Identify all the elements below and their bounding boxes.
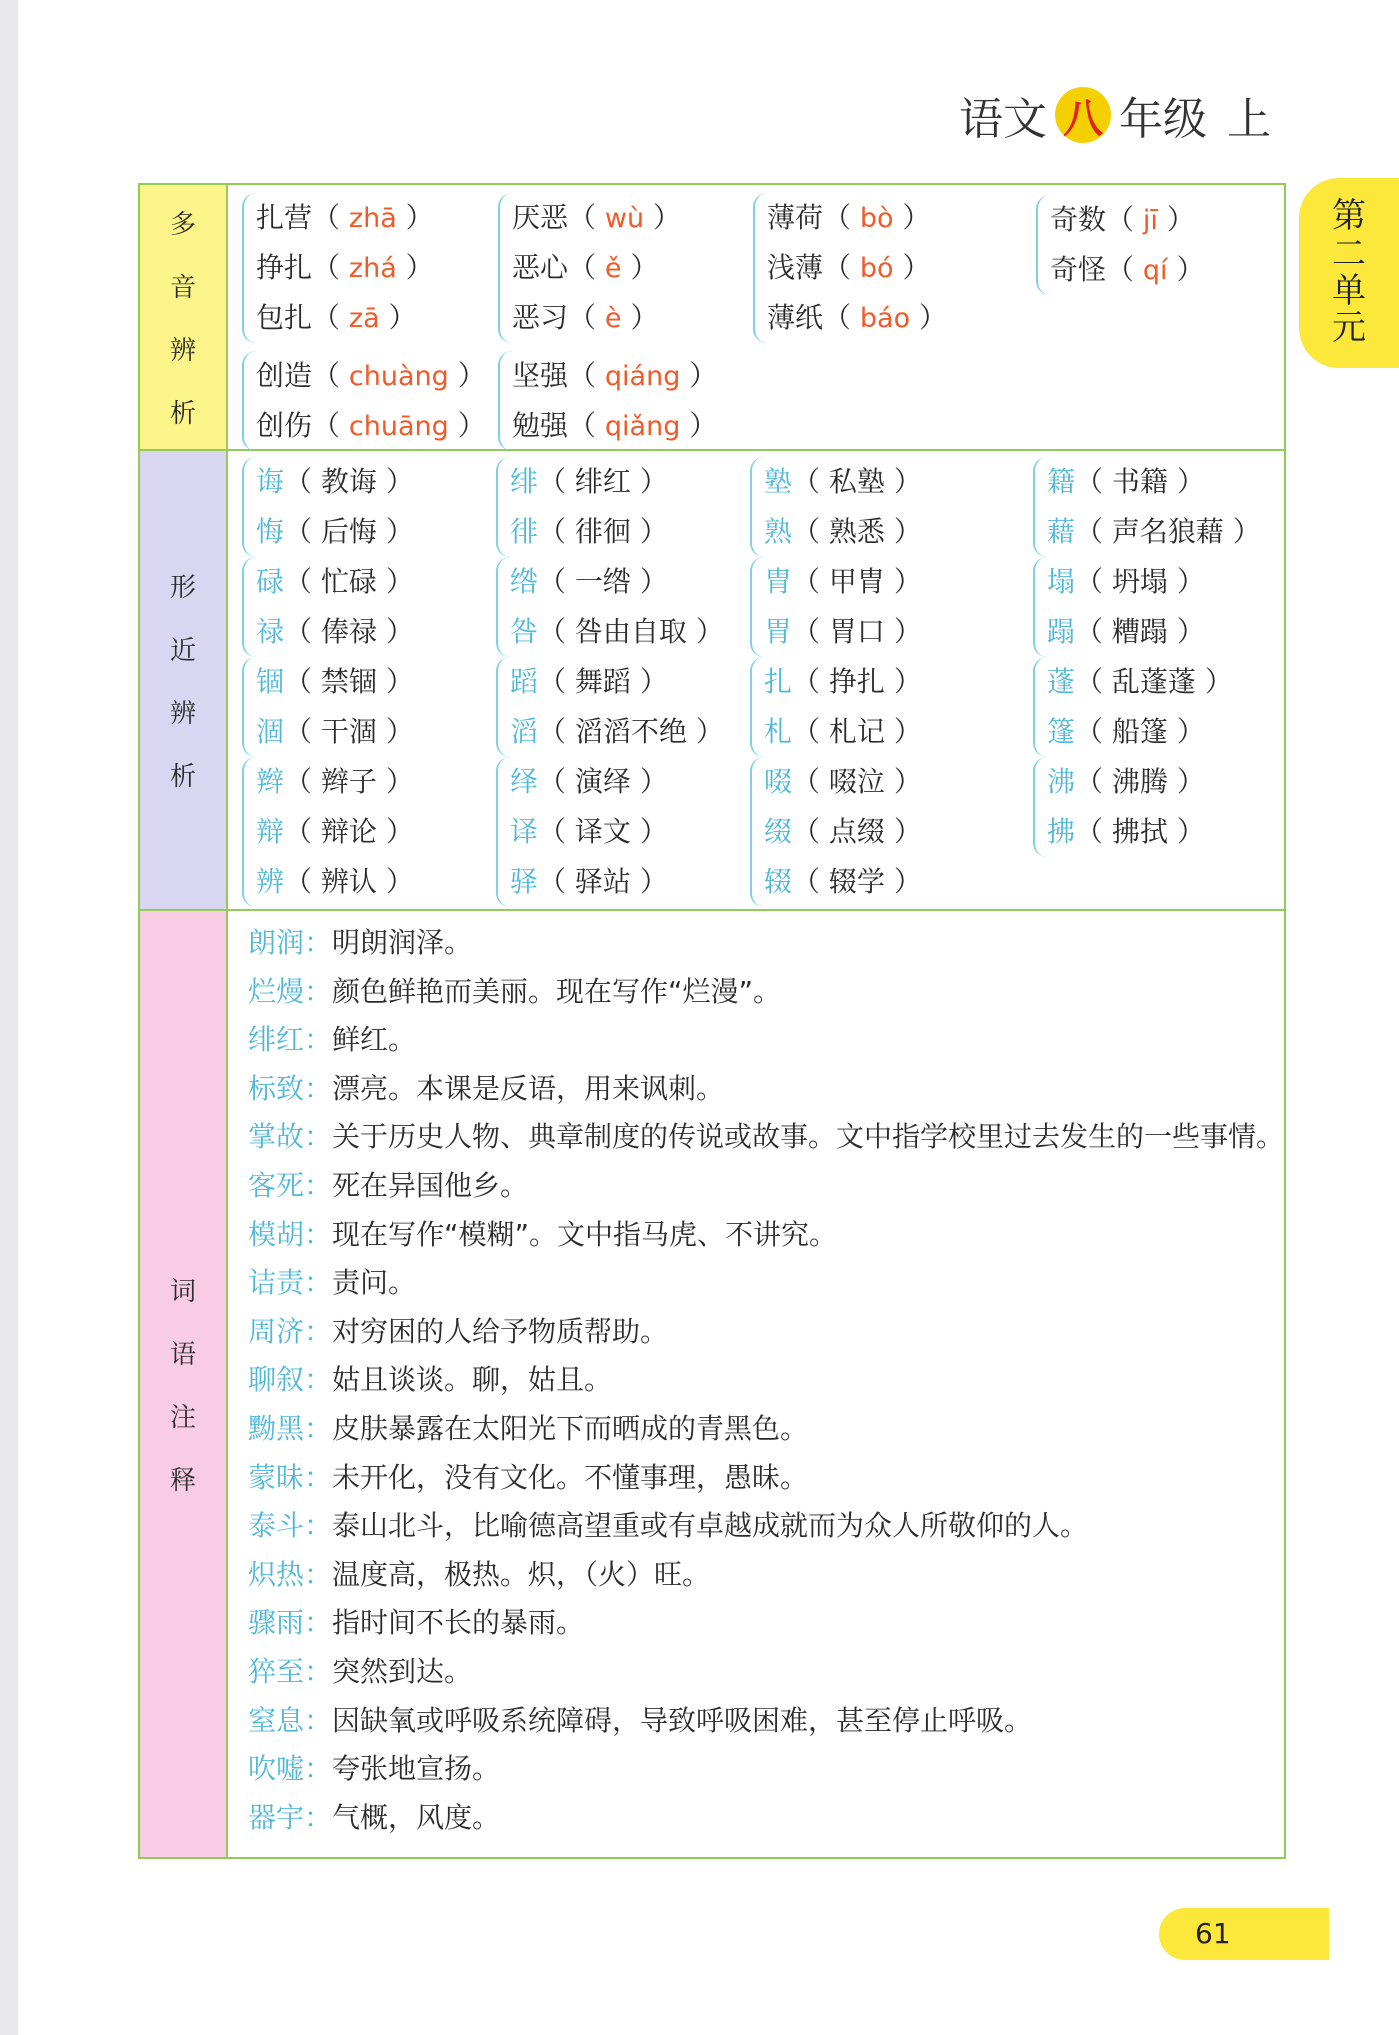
pinyin: ě — [604, 253, 622, 284]
similar-group — [242, 657, 414, 757]
polyphone-word: 坚强 — [512, 359, 569, 392]
polyphone-label — [140, 185, 228, 449]
similar-word: （ 书籍 ） — [1075, 465, 1205, 498]
similar-word: （ 驿站 ） — [538, 865, 668, 898]
pinyin: qiǎng — [604, 411, 681, 442]
polyphone-item — [256, 401, 486, 451]
pinyin: jī — [1142, 205, 1158, 236]
glossary-definition: 现在写作“模糊”。文中指马虎、不讲究。 — [332, 1217, 838, 1251]
similar-group — [496, 757, 668, 907]
paren: （ — [312, 201, 349, 234]
label-char: 辨 — [169, 336, 196, 366]
similar-word: （ 坍塌 ） — [1075, 565, 1205, 598]
paren: ） — [448, 409, 486, 442]
polyphone-group — [753, 193, 947, 343]
polyphone-item — [256, 293, 434, 343]
similar-word: （ 点缀 ） — [792, 815, 922, 848]
glossary-term: 泰斗： — [248, 1509, 333, 1543]
similar-item — [510, 857, 668, 907]
polyphone-word: 恶习 — [512, 301, 569, 334]
unit-tab-char: 元 — [1332, 308, 1366, 349]
glossary-term: 客死： — [248, 1169, 333, 1202]
paren: （ — [312, 409, 349, 442]
similar-group — [242, 757, 414, 907]
page-edge — [0, 0, 18, 2035]
similar-item — [764, 857, 922, 907]
glossary-row — [248, 1356, 612, 1404]
similar-item — [510, 657, 724, 707]
paren: ） — [1167, 253, 1205, 286]
similar-word: （ 辫子 ） — [284, 765, 414, 798]
glossary-definition: 关于历史人物、典章制度的传说或故事。文中指学校里过去发生的一些事情。 — [332, 1120, 1285, 1154]
similar-char: 胄 — [764, 565, 793, 598]
similar-char: 绎 — [510, 765, 539, 798]
glossary-term: 聊叙： — [248, 1363, 333, 1397]
similar-word: （ 甲胄 ） — [792, 565, 922, 598]
polyphone-word: 创伤 — [256, 409, 313, 442]
similar-char: 缀 — [764, 815, 793, 848]
similar-item — [764, 757, 922, 807]
paren: ） — [680, 409, 718, 442]
similar-word: （ 辨认 ） — [284, 865, 414, 898]
paren: （ — [568, 301, 605, 334]
similar-item — [1047, 457, 1261, 507]
pinyin: è — [604, 303, 622, 334]
similar-word: （ 舞蹈 ） — [538, 665, 668, 698]
similar-char: 扎 — [764, 665, 793, 698]
pinyin: chuàng — [348, 361, 449, 392]
glossary-definition: 温度高，极热。炽，（火）旺。 — [332, 1557, 711, 1591]
similar-char: 译 — [510, 815, 539, 848]
similar-char: 辍 — [764, 865, 793, 898]
page-header — [959, 80, 1271, 150]
pinyin: báo — [859, 303, 911, 334]
similar-item — [764, 507, 922, 557]
similar-item — [510, 757, 668, 807]
glossary-row — [248, 1405, 808, 1453]
glossary-term: 器宇： — [248, 1800, 333, 1834]
glossary-row — [248, 1745, 500, 1793]
glossary-term: 朗润： — [248, 926, 333, 959]
similar-char: 塌 — [1047, 565, 1076, 598]
glossary-row — [248, 1211, 837, 1259]
similar-word: （ 绯红 ） — [538, 465, 668, 498]
similar-word: （ 沸腾 ） — [1075, 765, 1205, 798]
similar-char: 辨 — [256, 865, 285, 898]
glossary-definition: 漂亮。本课是反语，用来讽刺。 — [332, 1071, 725, 1105]
similar-group — [750, 757, 922, 907]
similar-char: 札 — [764, 715, 793, 748]
similar-char: 蹈 — [510, 665, 539, 698]
paren: （ — [823, 251, 860, 284]
similar-char: 绯 — [510, 465, 539, 498]
paren: （ — [823, 201, 860, 234]
similar-char: 绺 — [510, 565, 539, 598]
similar-group — [242, 557, 414, 657]
paren: （ — [823, 301, 860, 334]
polyphone-group — [242, 193, 434, 343]
volume-label: 上 — [1227, 94, 1271, 145]
similar-item — [764, 457, 922, 507]
polyphone-word: 包扎 — [256, 301, 313, 334]
similar-char: 涸 — [256, 715, 285, 748]
similar-item — [1047, 557, 1205, 607]
similar-group — [750, 557, 922, 657]
paren: （ — [1106, 253, 1143, 286]
similar-item — [510, 507, 668, 557]
glossary-term: 标致： — [248, 1071, 333, 1105]
similar-char: 碌 — [256, 565, 285, 598]
similar-word: （ 译文 ） — [538, 815, 668, 848]
similar-char: 滔 — [510, 715, 539, 748]
polyphone-word: 恶心 — [512, 251, 569, 284]
page-number: 61 — [1159, 1908, 1329, 1960]
similar-word: （ 声名狼藉 ） — [1075, 515, 1261, 548]
similar-char: 啜 — [764, 765, 793, 798]
similar-group — [750, 457, 922, 557]
paren: （ — [568, 409, 605, 442]
glossary-definition: 皮肤暴露在太阳光下而晒成的青黑色。 — [332, 1412, 809, 1445]
similar-item — [256, 857, 414, 907]
polyphone-word: 薄纸 — [767, 301, 824, 334]
similar-word: （ 演绎 ） — [538, 765, 668, 798]
similar-item — [764, 657, 922, 707]
paren: （ — [312, 251, 349, 284]
paren: ） — [448, 359, 486, 392]
glossary-definition: 未开化，没有文化。不懂事理，愚昧。 — [332, 1460, 809, 1494]
similar-char: 熟 — [764, 515, 793, 548]
similar-group — [496, 657, 724, 757]
similar-item — [256, 757, 414, 807]
similar-char: 徘 — [510, 515, 539, 548]
similar-word: （ 乱蓬蓬 ） — [1075, 665, 1233, 698]
similar-item — [510, 807, 668, 857]
polyphone-item — [512, 193, 681, 243]
glossary-row — [248, 1551, 710, 1599]
similar-item — [256, 807, 414, 857]
pinyin: bò — [859, 203, 894, 234]
similar-item — [256, 607, 414, 657]
similar-word: （ 忙碌 ） — [284, 565, 414, 598]
glossary-row — [248, 1502, 1088, 1550]
unit-tab-char: 二 — [1332, 233, 1366, 274]
paren: ） — [893, 201, 931, 234]
similar-word: （ 糟蹋 ） — [1075, 615, 1205, 648]
similar-char: 辫 — [256, 765, 285, 798]
polyphone-item — [1050, 195, 1204, 245]
glossary-definition: 泰山北斗，比喻德高望重或有卓越成就而为众人所敬仰的人。 — [332, 1509, 1089, 1543]
glossary-definition: 鲜红。 — [332, 1023, 417, 1057]
grade-badge: 八 — [1055, 87, 1111, 143]
polyphone-word: 挣扎 — [256, 251, 313, 284]
polyphone-word: 勉强 — [512, 409, 569, 442]
similar-char: 驿 — [510, 865, 539, 898]
similar-word: （ 后悔 ） — [284, 515, 414, 548]
paren: ） — [396, 201, 434, 234]
label-char: 近 — [169, 636, 196, 666]
glossary-term: 烂熳： — [248, 974, 333, 1008]
similar-word: （ 辍学 ） — [792, 865, 922, 898]
similar-word: （ 禁锢 ） — [284, 665, 414, 698]
polyphone-item — [512, 243, 681, 293]
similar-char: 蹋 — [1047, 615, 1076, 648]
similar-item — [256, 657, 414, 707]
polyphone-item — [256, 351, 486, 401]
glossary-row — [248, 1016, 416, 1064]
paren: （ — [568, 201, 605, 234]
polyphone-group — [1036, 195, 1204, 295]
polyphone-word: 扎营 — [256, 201, 313, 234]
similar-word: （ 辩论 ） — [284, 815, 414, 848]
glossary-section — [140, 911, 1284, 1857]
paren: ） — [379, 301, 417, 334]
similar-item — [1047, 757, 1205, 807]
polyphone-content — [228, 185, 1284, 449]
polyphone-item — [512, 293, 681, 343]
pinyin: qiáng — [604, 361, 681, 392]
glossary-definition: 颜色鲜艳而美丽。现在写作“烂漫”。 — [332, 974, 782, 1008]
paren: （ — [1106, 203, 1143, 236]
similar-char: 塾 — [764, 465, 793, 498]
label-char: 释 — [169, 1466, 196, 1496]
similar-section — [140, 451, 1284, 911]
similar-label — [140, 451, 228, 909]
paren: ） — [621, 251, 659, 284]
paren: ） — [621, 301, 659, 334]
similar-item — [510, 607, 724, 657]
polyphone-word: 厌恶 — [512, 201, 569, 234]
paren: ） — [680, 359, 718, 392]
glossary-definition: 责问。 — [332, 1266, 417, 1300]
polyphone-item — [767, 243, 947, 293]
label-char: 音 — [169, 273, 196, 303]
paren: ） — [893, 251, 931, 284]
paren: （ — [312, 301, 349, 334]
polyphone-item — [1050, 245, 1204, 295]
paren: ） — [644, 201, 682, 234]
glossary-content — [228, 911, 1284, 1857]
polyphone-group — [498, 351, 717, 451]
unit-tab-char: 单 — [1332, 271, 1366, 311]
similar-item — [764, 807, 922, 857]
similar-word: （ 拂拭 ） — [1075, 815, 1205, 848]
similar-item — [1047, 507, 1261, 557]
glossary-term: 猝至： — [248, 1655, 333, 1688]
glossary-term: 蒙昧： — [248, 1460, 333, 1494]
label-char: 辨 — [169, 699, 196, 729]
similar-char: 篷 — [1047, 715, 1076, 748]
pinyin: wù — [604, 203, 645, 234]
similar-group — [496, 557, 724, 657]
similar-char: 胃 — [764, 615, 793, 648]
similar-item — [764, 607, 922, 657]
glossary-definition: 气概，风度。 — [332, 1800, 501, 1834]
polyphone-group — [242, 351, 486, 451]
grade-label: 年级 — [1119, 94, 1207, 145]
similar-char: 诲 — [256, 465, 285, 498]
pinyin: chuāng — [348, 411, 449, 442]
similar-char: 籍 — [1047, 465, 1076, 498]
similar-word: （ 俸禄 ） — [284, 615, 414, 648]
glossary-definition: 因缺氧或呼吸系统障碍，导致呼吸困难，甚至停止呼吸。 — [332, 1703, 1033, 1737]
similar-group — [1033, 457, 1261, 557]
glossary-definition: 突然到达。 — [332, 1655, 473, 1688]
glossary-term: 模胡： — [248, 1217, 333, 1251]
pinyin: zā — [348, 303, 380, 334]
glossary-row — [248, 1308, 668, 1356]
glossary-row — [248, 1259, 416, 1307]
similar-group — [242, 457, 414, 557]
glossary-definition: 死在异国他乡。 — [332, 1169, 529, 1202]
similar-word: （ 咎由自取 ） — [538, 615, 724, 648]
similar-group — [750, 657, 922, 757]
glossary-definition: 指时间不长的暴雨。 — [332, 1606, 585, 1640]
similar-char: 辩 — [256, 815, 285, 848]
polyphone-item — [767, 293, 947, 343]
glossary-term: 掌故： — [248, 1120, 333, 1154]
glossary-term: 窒息： — [248, 1703, 333, 1737]
paren: ） — [1157, 203, 1195, 236]
glossary-row — [248, 1065, 724, 1113]
similar-char: 悔 — [256, 515, 285, 548]
similar-item — [510, 457, 668, 507]
glossary-label — [140, 911, 228, 1857]
similar-word: （ 船篷 ） — [1075, 715, 1205, 748]
similar-item — [256, 557, 414, 607]
polyphone-item — [256, 243, 434, 293]
similar-char: 锢 — [256, 665, 285, 698]
similar-item — [1047, 657, 1233, 707]
similar-item — [1047, 607, 1205, 657]
pinyin: bó — [859, 253, 894, 284]
label-char: 析 — [169, 399, 196, 429]
polyphone-word: 奇数 — [1050, 203, 1107, 236]
similar-item — [510, 557, 724, 607]
label-char: 注 — [169, 1403, 196, 1433]
similar-group — [496, 457, 668, 557]
paren: （ — [568, 251, 605, 284]
glossary-row — [248, 1648, 472, 1696]
similar-char: 咎 — [510, 615, 539, 648]
similar-item — [256, 707, 414, 757]
glossary-term: 诘责： — [248, 1266, 333, 1300]
polyphone-word: 奇怪 — [1050, 253, 1107, 286]
subject-title: 语文 — [959, 94, 1047, 145]
vocab-table — [138, 183, 1286, 1859]
similar-item — [510, 707, 724, 757]
glossary-term: 黝黑： — [248, 1412, 333, 1445]
unit-tab-char: 第 — [1332, 196, 1366, 237]
similar-group — [1033, 657, 1233, 757]
similar-word: （ 一绺 ） — [538, 565, 668, 598]
similar-item — [1047, 707, 1233, 757]
pinyin: qí — [1142, 255, 1168, 286]
similar-group — [1033, 557, 1205, 657]
polyphone-item — [512, 351, 717, 401]
glossary-row — [248, 968, 781, 1016]
similar-char: 禄 — [256, 615, 285, 648]
glossary-definition: 明朗润泽。 — [332, 926, 473, 959]
polyphone-item — [512, 401, 717, 451]
polyphone-word: 薄荷 — [767, 201, 824, 234]
glossary-row — [248, 1454, 808, 1502]
similar-item — [1047, 807, 1205, 857]
similar-char: 拂 — [1047, 815, 1076, 848]
unit-tab — [1299, 178, 1399, 368]
polyphone-section — [140, 185, 1284, 451]
similar-item — [764, 707, 922, 757]
glossary-term: 炽热： — [248, 1557, 333, 1591]
glossary-term: 周济： — [248, 1314, 333, 1348]
polyphone-group — [498, 193, 681, 343]
label-char: 形 — [169, 573, 196, 603]
pinyin: zhā — [348, 203, 397, 234]
similar-word: （ 熟悉 ） — [792, 515, 922, 548]
label-char: 析 — [169, 762, 196, 792]
similar-word: （ 徘徊 ） — [538, 515, 668, 548]
similar-word: （ 教诲 ） — [284, 465, 414, 498]
paren: ） — [396, 251, 434, 284]
glossary-row — [248, 1113, 1284, 1161]
similar-char: 藉 — [1047, 515, 1076, 548]
glossary-definition: 夸张地宣扬。 — [332, 1752, 501, 1786]
similar-word: （ 札记 ） — [792, 715, 922, 748]
polyphone-word: 创造 — [256, 359, 313, 392]
similar-char: 沸 — [1047, 765, 1076, 798]
glossary-row — [248, 1794, 500, 1842]
paren: （ — [312, 359, 349, 392]
similar-word: （ 挣扎 ） — [792, 665, 922, 698]
similar-word: （ 干涸 ） — [284, 715, 414, 748]
label-char: 语 — [169, 1340, 196, 1370]
pinyin: zhá — [348, 253, 397, 284]
glossary-row — [248, 919, 472, 967]
glossary-term: 吹嘘： — [248, 1752, 333, 1786]
label-char: 词 — [169, 1277, 196, 1307]
label-char: 多 — [169, 210, 196, 240]
similar-item — [256, 507, 414, 557]
similar-char: 蓬 — [1047, 665, 1076, 698]
glossary-row — [248, 1162, 528, 1210]
similar-word: （ 胃口 ） — [792, 615, 922, 648]
paren: （ — [568, 359, 605, 392]
similar-word: （ 啜泣 ） — [792, 765, 922, 798]
polyphone-item — [256, 193, 434, 243]
paren: ） — [910, 301, 948, 334]
glossary-row — [248, 1599, 584, 1647]
glossary-definition: 姑且谈谈。聊，姑且。 — [332, 1363, 613, 1397]
glossary-term: 骤雨： — [248, 1606, 333, 1640]
similar-item — [256, 457, 414, 507]
polyphone-word: 浅薄 — [767, 251, 824, 284]
similar-item — [764, 557, 922, 607]
glossary-term: 绯红： — [248, 1023, 333, 1057]
glossary-row — [248, 1697, 1032, 1745]
similar-word: （ 滔滔不绝 ） — [538, 715, 724, 748]
similar-group — [1033, 757, 1205, 857]
similar-word: （ 私塾 ） — [792, 465, 922, 498]
polyphone-item — [767, 193, 947, 243]
similar-content — [228, 451, 1284, 909]
glossary-definition: 对穷困的人给予物质帮助。 — [332, 1314, 669, 1348]
